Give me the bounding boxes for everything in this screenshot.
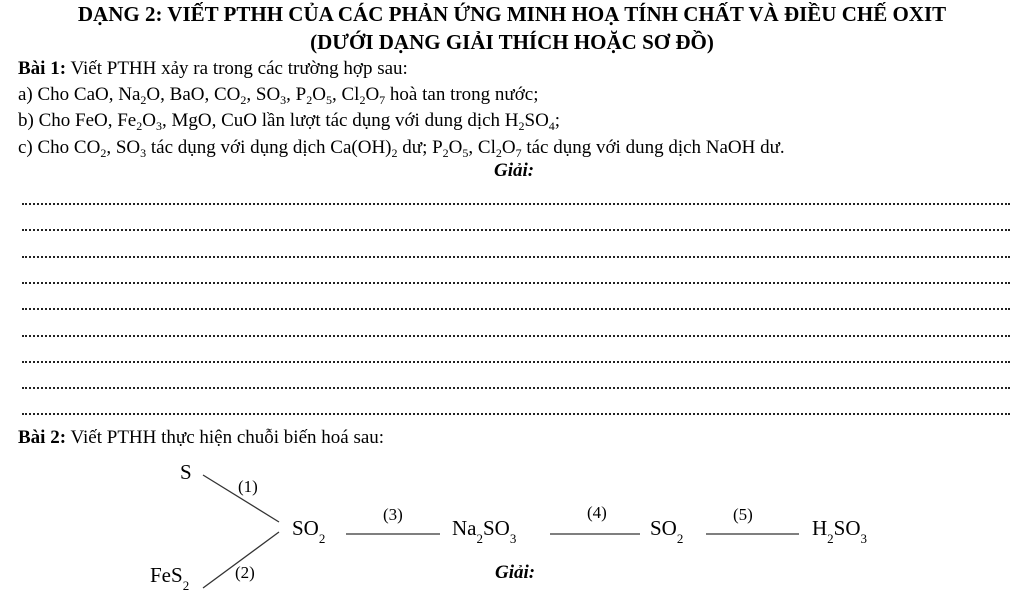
exercise-1-item-a: a) Cho CaO, $Na_2O$, BaO, $CO_2$, $SO_3$, $P_2O_5$, $Cl_2O_7$ hoà tan trong nước;: [18, 84, 539, 107]
exercise-2-label: Bài 2:: [18, 427, 67, 448]
species-s: S: [180, 460, 192, 484]
exercise-1-label: Bài 1:: [18, 58, 67, 79]
exercise-1-item-c: c) Cho $CO_2$, $SO_3$ tác dụng với dụng dịch $Ca(OH)_2$ dư; $P_2O_5$, $Cl_2O_7$ tác dụng với dung dịch NaOH dư.: [18, 137, 785, 160]
species-so2-second: $SO_2$: [650, 516, 684, 546]
step-label-4: (4): [587, 503, 607, 522]
worksheet-title: DẠNG 2: VIẾT PTHH CỦA CÁC PHẢN ỨNG MINH HOẠ TÍNH CHẤT VÀ ĐIỀU CHẾ OXIT: [77, 2, 947, 26]
species-fes2: FeS$_2$: [150, 563, 190, 593]
species-na2so3: $Na_2SO_3$: [452, 516, 517, 546]
step-label-3: (3): [383, 505, 403, 524]
exercise-1-solution-label: Giải:: [494, 160, 535, 181]
species-so2-first: $SO_2$: [292, 516, 326, 546]
species-h2so3: $H_2SO_3$: [812, 516, 868, 546]
exercise-1-intro: Viết PTHH xảy ra trong các trường hợp sau:: [66, 58, 408, 79]
exercise-2-intro: Viết PTHH thực hiện chuỗi biến hoá sau:: [66, 427, 385, 448]
step-label-2: (2): [235, 563, 255, 582]
step-label-5: (5): [733, 505, 753, 524]
step-label-1: (1): [238, 477, 258, 496]
exercise-1-item-b: b) Cho FeO, $Fe_2O_3$, MgO, CuO lần lượt tác dụng với dung dịch $H_2SO_4$;: [18, 110, 561, 133]
exercise-2-solution-label: Giải:: [495, 562, 536, 583]
worksheet-subtitle: (DƯỚI DẠNG GIẢI THÍCH HOẶC SƠ ĐỒ): [310, 30, 714, 54]
